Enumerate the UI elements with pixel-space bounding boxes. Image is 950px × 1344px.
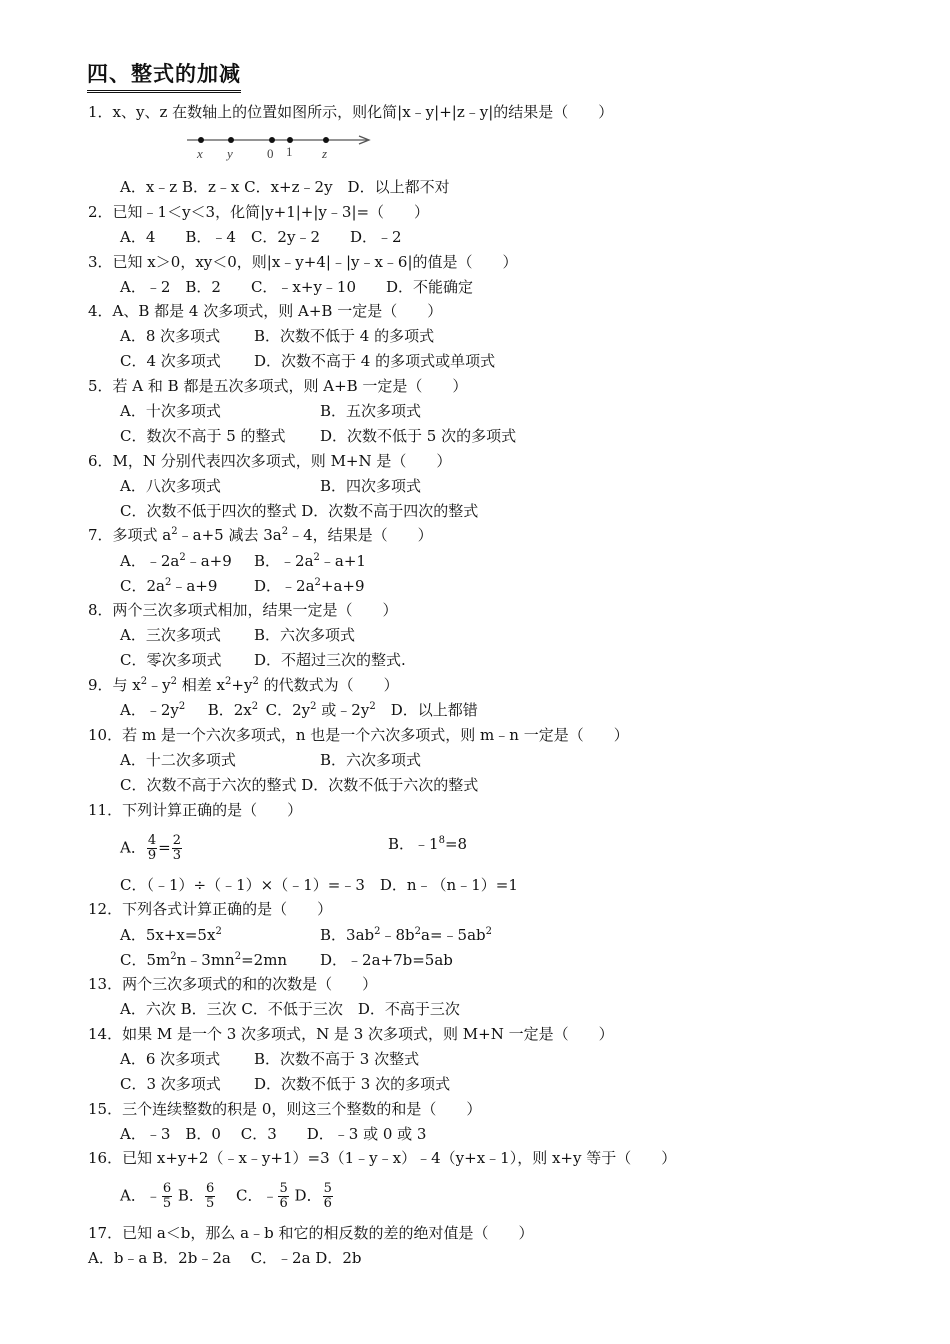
question-4-option-c: C．4 次多项式 [120,352,221,370]
label-1: 1 [286,144,293,159]
question-6-options-cd: C．次数不低于四次的整式 D．次数不高于四次的整式 [120,502,479,520]
question-5-stem: 5．若 A 和 B 都是五次多项式，则 A+B 一定是（ ） [88,377,468,395]
number-line-figure [185,131,375,161]
question-7-option-a: A．$﹣2a^2﹣a+9$ [120,552,232,570]
question-13-stem: 13．两个三次多项式的和的次数是（ ） [88,975,378,993]
question-5-option-c: C．数次不高于 5 的整式 [120,427,286,445]
question-2-stem: 2．已知﹣1＜y＜3，化简|y+1|+|y﹣3|=（ ） [88,203,430,221]
question-5-option-d: D．次数不低于 5 次的多项式 [320,427,517,445]
question-6-option-a: A．八次多项式 [120,477,221,495]
label-0: 0 [267,146,274,161]
question-16-options: A．﹣ $\frac{6}{5}$ B． $\frac{6}{5}$ C．﹣ $\frac{5}{6}$ D． $\frac{5}{6}$ [120,1181,332,1211]
question-9-stem: 9．与 $x^2﹣y^2$ 相差 $x^2+y^2$ 的代数式为（ ） [88,676,399,694]
point-0 [269,137,275,143]
question-14-option-a: A．6 次多项式 [120,1050,221,1068]
question-10-option-a: A．十二次多项式 [120,751,236,769]
question-11-option-b: B．$﹣1^8=8$ [388,835,468,853]
question-14-stem: 14．如果 M 是一个 3 次多项式，N 是 3 次多项式，则 M+N 一定是（ ） [88,1025,614,1043]
question-15-options: A．﹣3 B．0 C．3 D．﹣3 或 0 或 3 [120,1125,427,1143]
question-12-option-d: D．﹣2a+7b=5ab [320,951,453,969]
question-4-option-d: D．次数不高于 4 的多项式或单项式 [254,352,496,370]
question-15-stem: 15．三个连续整数的积是 0，则这三个整数的和是（ ） [88,1100,482,1118]
question-5-option-a: A．十次多项式 [120,402,221,420]
question-4-option-b: B．次数不低于 4 的多项式 [254,327,435,345]
question-8-option-b: B．六次多项式 [254,626,356,644]
question-11-option-a: A． $\frac{4}{9}$ = $\frac{2}{3}$ [120,833,181,863]
question-2-options: A．4 B．﹣4 C．2y﹣2 D．﹣2 [120,228,402,246]
question-6-stem: 6．M，N 分别代表四次多项式，则 M+N 是（ ） [88,452,452,470]
question-8-option-a: A．三次多项式 [120,626,221,644]
question-7-option-d: D．$﹣2a^2+a+9$ [254,577,365,595]
question-17-stem: 17．已知 a＜b，那么 a﹣b 和它的相反数的差的绝对值是（ ） [88,1224,534,1242]
question-5-option-b: B．五次多项式 [320,402,422,420]
question-13-options: A．六次 B．三次 C．不低于三次 D．不高于三次 [120,1000,460,1018]
point-1 [287,137,293,143]
question-8-stem: 8．两个三次多项式相加，结果一定是（ ） [88,601,398,619]
point-x [198,137,204,143]
label-z: z [322,146,328,161]
question-1-options: A．x﹣z B．z﹣x C．x+z﹣2y D．以上都不对 [120,178,450,196]
question-6-option-b: B．四次多项式 [320,477,422,495]
point-z [323,137,329,143]
label-x: x [197,146,203,161]
question-14-option-c: C．3 次多项式 [120,1075,221,1093]
question-10-stem: 10．若 m 是一个六次多项式，n 也是一个六次多项式，则 m﹣n 一定是（ ） [88,726,629,744]
question-14-option-d: D．次数不低于 3 次的多项式 [254,1075,451,1093]
question-12-option-b: B．$3ab^2﹣8b^2a=﹣5ab^2$ [320,926,493,944]
question-8-option-d: D．不超过三次的整式. [254,651,406,669]
question-4-stem: 4．A、B 都是 4 次多项式，则 A+B 一定是（ ） [88,302,443,320]
question-14-option-b: B．次数不高于 3 次整式 [254,1050,420,1068]
question-12-option-c: C．$5m^2n﹣3mn^2=2mn$ [120,951,288,969]
page-title: 四、整式的加减 [87,58,241,93]
question-10-options-cd: C．次数不高于六次的整式 D．次数不低于六次的整式 [120,776,479,794]
question-12-stem: 12．下列各式计算正确的是（ ） [88,900,333,918]
question-11-stem: 11．下列计算正确的是（ ） [88,801,303,819]
label-y: y [227,146,233,161]
question-17-options: A．b﹣a B．2b﹣2a C．﹣2a D．2b [88,1249,362,1267]
question-7-stem: 7．多项式 $a^2﹣a+5$ 减去 $3a^2﹣4$，结果是（ ） [88,526,433,544]
question-16-stem: 16．已知 x+y+2（﹣x﹣y+1）=3（1﹣y﹣x）﹣4（y+x﹣1），则 x+y 等于（ ） [88,1149,677,1167]
point-y [228,137,234,143]
question-9-options: A．$﹣2y^2$ B．$2x^2$ C．$2y^2$ 或$﹣2y^2$ D．以上都错 [120,701,478,719]
question-1-stem: 1．x、y、z 在数轴上的位置如图所示，则化简|x﹣y|+|z﹣y|的结果是（ ） [88,103,614,121]
question-8-option-c: C．零次多项式 [120,651,222,669]
question-3-options: A．﹣2 B．2 C．﹣x+y﹣10 D．不能确定 [120,278,474,296]
question-10-option-b: B．六次多项式 [320,751,422,769]
question-3-stem: 3．已知 x＞0，xy＜0，则|x﹣y+4|﹣|y﹣x﹣6|的值是（ ） [88,253,518,271]
question-7-option-b: B．$﹣2a^2﹣a+1$ [254,552,366,570]
question-11-options-cd: C．（﹣1）÷（﹣1）×（﹣1）=﹣3 D．n﹣（n﹣1）=1 [120,876,518,894]
question-7-option-c: C．$2a^2﹣a+9$ [120,577,218,595]
question-4-option-a: A．8 次多项式 [120,327,221,345]
question-12-option-a: A．$5x+x=5x^2$ [120,926,222,944]
